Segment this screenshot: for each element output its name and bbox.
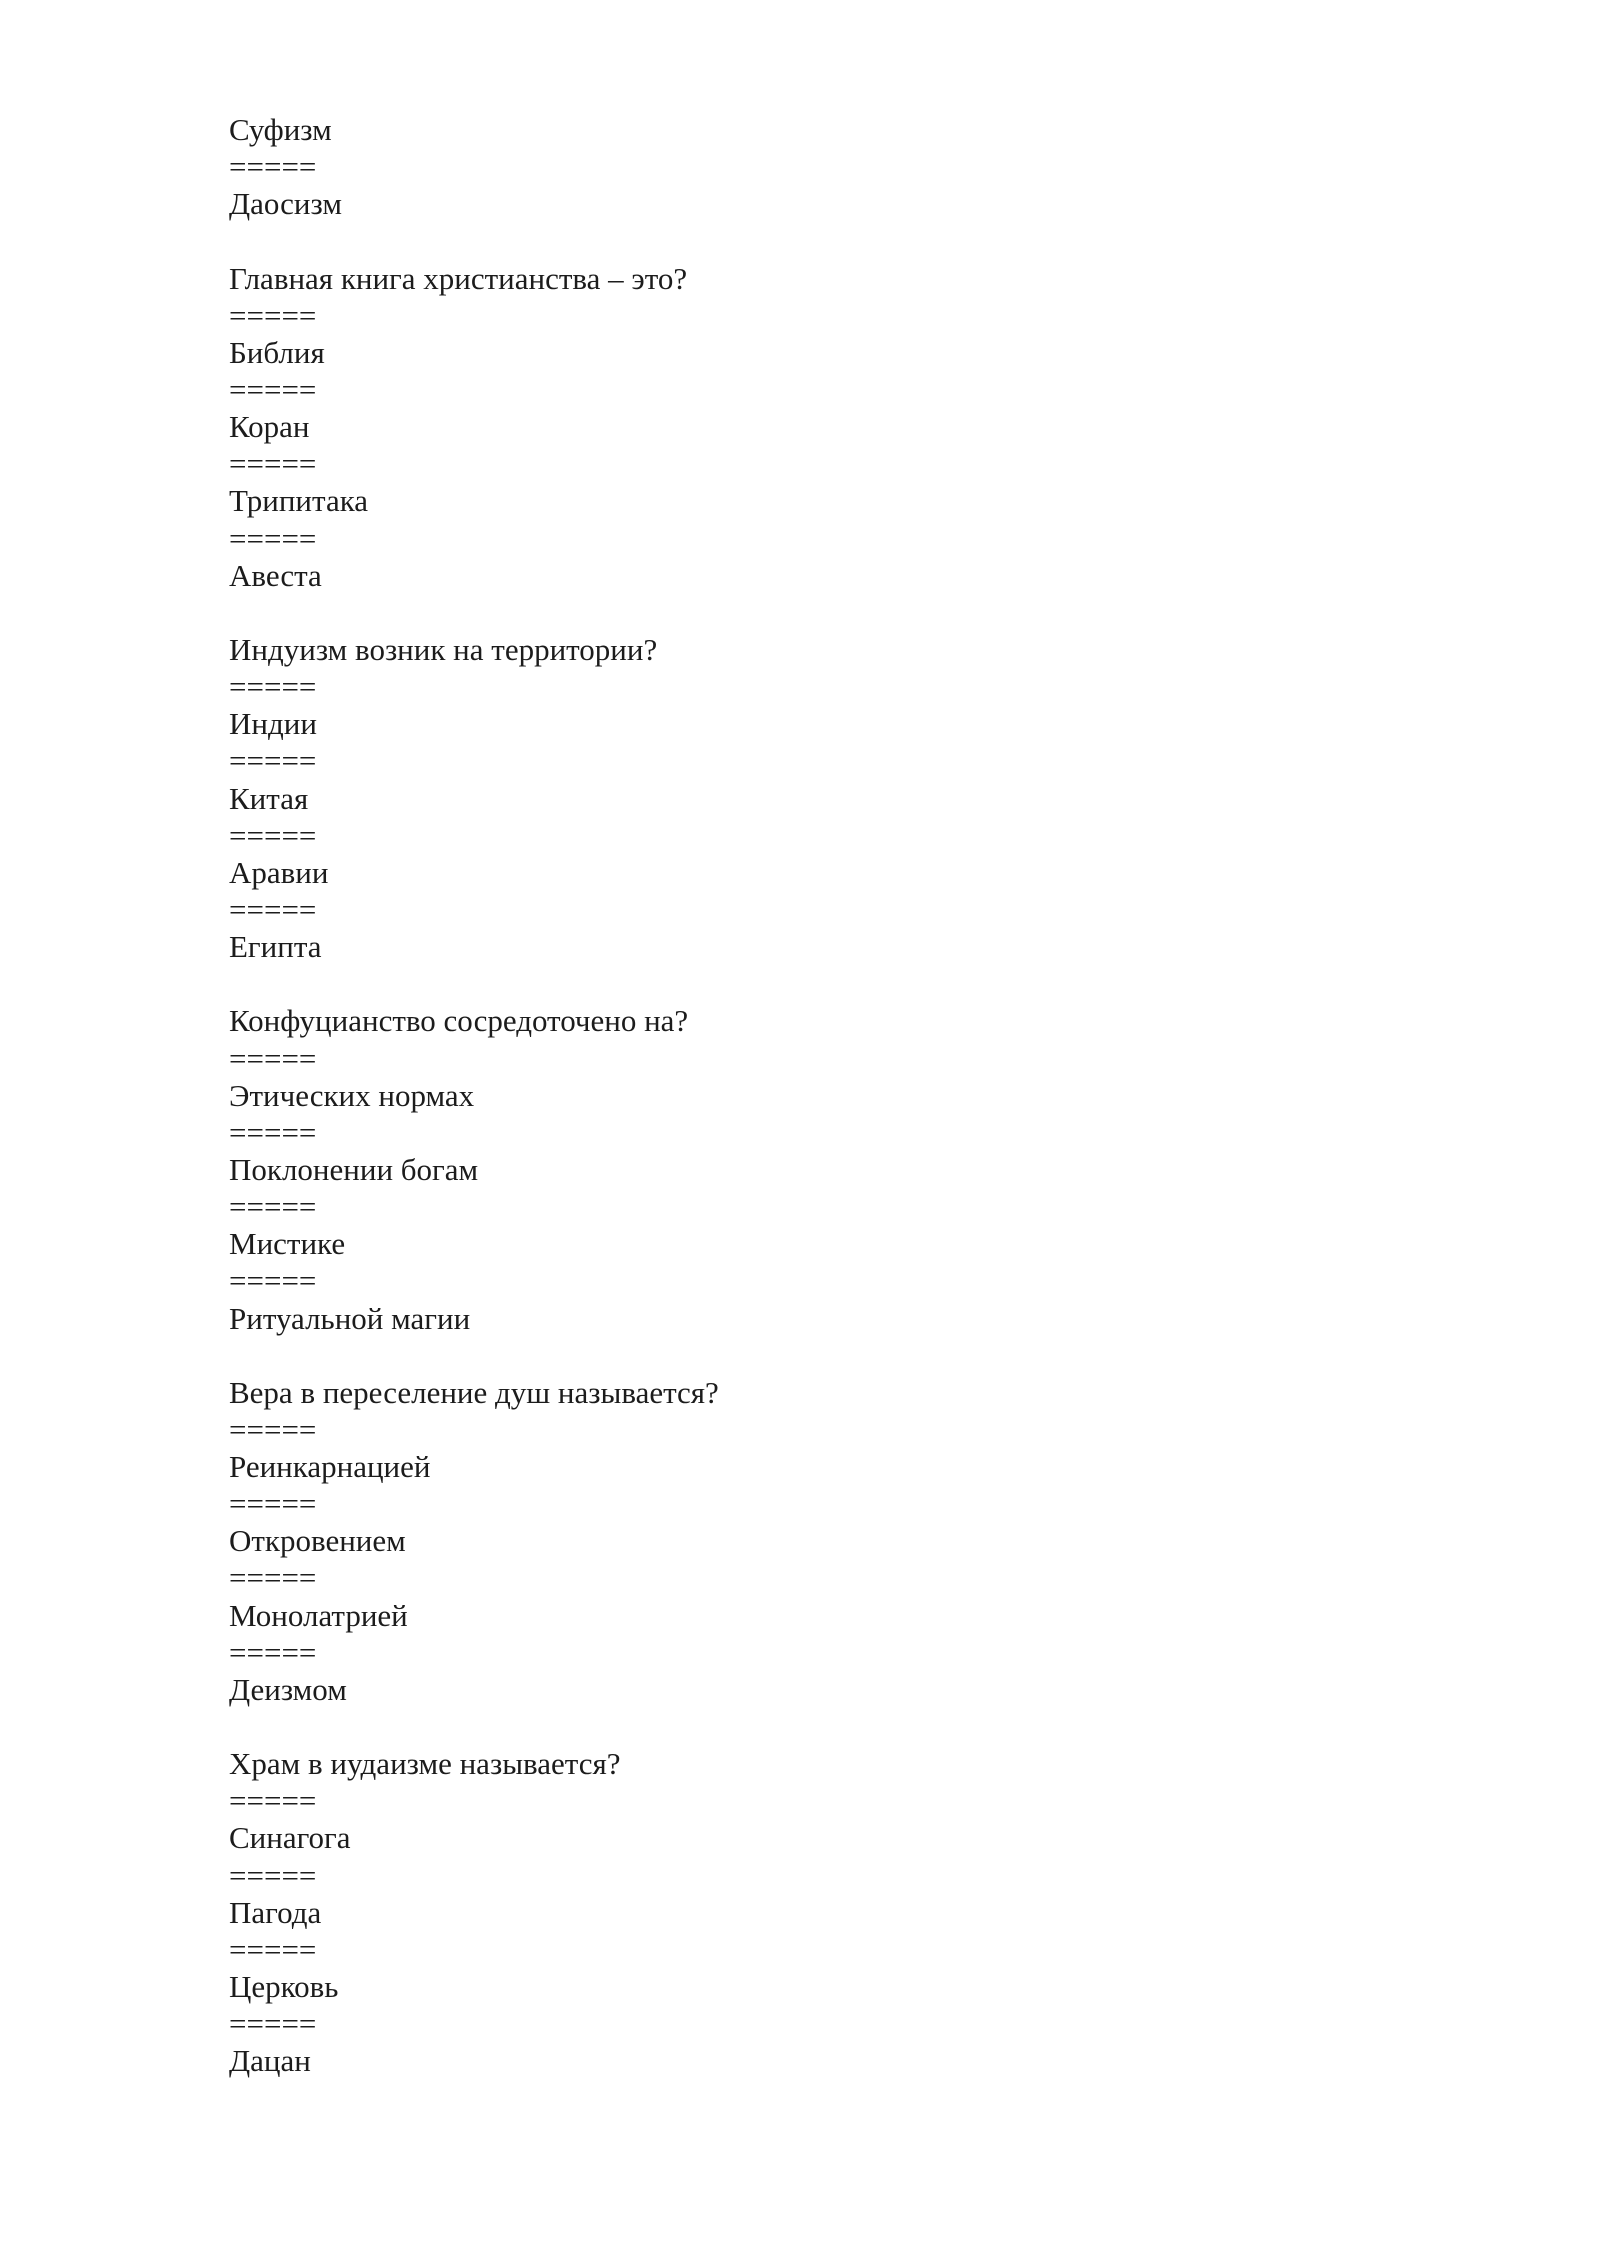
question-text: Храм в иудаизме называется? [229,1746,621,1782]
blank-line [229,222,1429,259]
answer-option: Трипитака [229,483,369,519]
answer-option: Авеста [229,557,322,593]
answer-option: Дацан [229,2043,311,2079]
answer-option: Пагода [229,1894,322,1930]
separator: ===== [229,149,317,185]
question-block-1 [229,260,1429,594]
separator: ===== [229,1263,317,1299]
question-text: Вера в переселение душ называется? [229,1374,719,1410]
answer-option: Синагога [229,1820,351,1856]
separator: ===== [229,520,317,556]
blank-line [229,1337,1429,1374]
separator: ===== [229,1560,317,1596]
separator: ===== [229,371,317,407]
answer-option: Церковь [229,1969,339,2005]
separator: ===== [229,2006,317,2042]
separator: ===== [229,817,317,853]
separator: ===== [229,1634,317,1670]
answer-option: Библия [229,334,325,370]
blank-line [229,594,1429,631]
separator: ===== [229,1189,317,1225]
answer-option: Этических нормах [229,1077,475,1113]
document-page [229,111,1429,2079]
intro-block [229,111,1429,222]
answer-option: Даосизм [229,186,342,222]
separator: ===== [229,743,317,779]
separator: ===== [229,1040,317,1076]
blank-line [229,1708,1429,1745]
answer-option: Аравии [229,854,329,890]
question-text: Конфуцианство сосредоточено на? [229,1003,689,1039]
question-text: Индуизм возник на территории? [229,631,658,667]
answer-option: Реинкарнацией [229,1449,431,1485]
separator: ===== [229,891,317,927]
blank-line [229,965,1429,1002]
question-block-5 [229,1745,1429,2079]
separator: ===== [229,1783,317,1819]
separator: ===== [229,297,317,333]
separator: ===== [229,1857,317,1893]
answer-option: Коран [229,409,310,445]
answer-option: Монолатрией [229,1597,408,1633]
answer-option: Китая [229,780,309,816]
answer-option: Мистике [229,1226,346,1262]
question-block-2 [229,631,1429,965]
answer-option: Деизмом [229,1671,347,1707]
answer-option: Египта [229,929,322,965]
question-text: Главная книга христианства – это? [229,260,688,296]
answer-option: Поклонении богам [229,1151,479,1187]
separator: ===== [229,1931,317,1967]
separator: ===== [229,669,317,705]
answer-option: Суфизм [229,112,332,147]
question-block-4 [229,1374,1429,1708]
separator: ===== [229,446,317,482]
question-block-3 [229,1002,1429,1336]
answer-option: Ритуальной магии [229,1300,471,1336]
separator: ===== [229,1486,317,1522]
separator: ===== [229,1114,317,1150]
answer-option: Индии [229,706,317,742]
answer-option: Откровением [229,1523,406,1559]
separator: ===== [229,1411,317,1447]
